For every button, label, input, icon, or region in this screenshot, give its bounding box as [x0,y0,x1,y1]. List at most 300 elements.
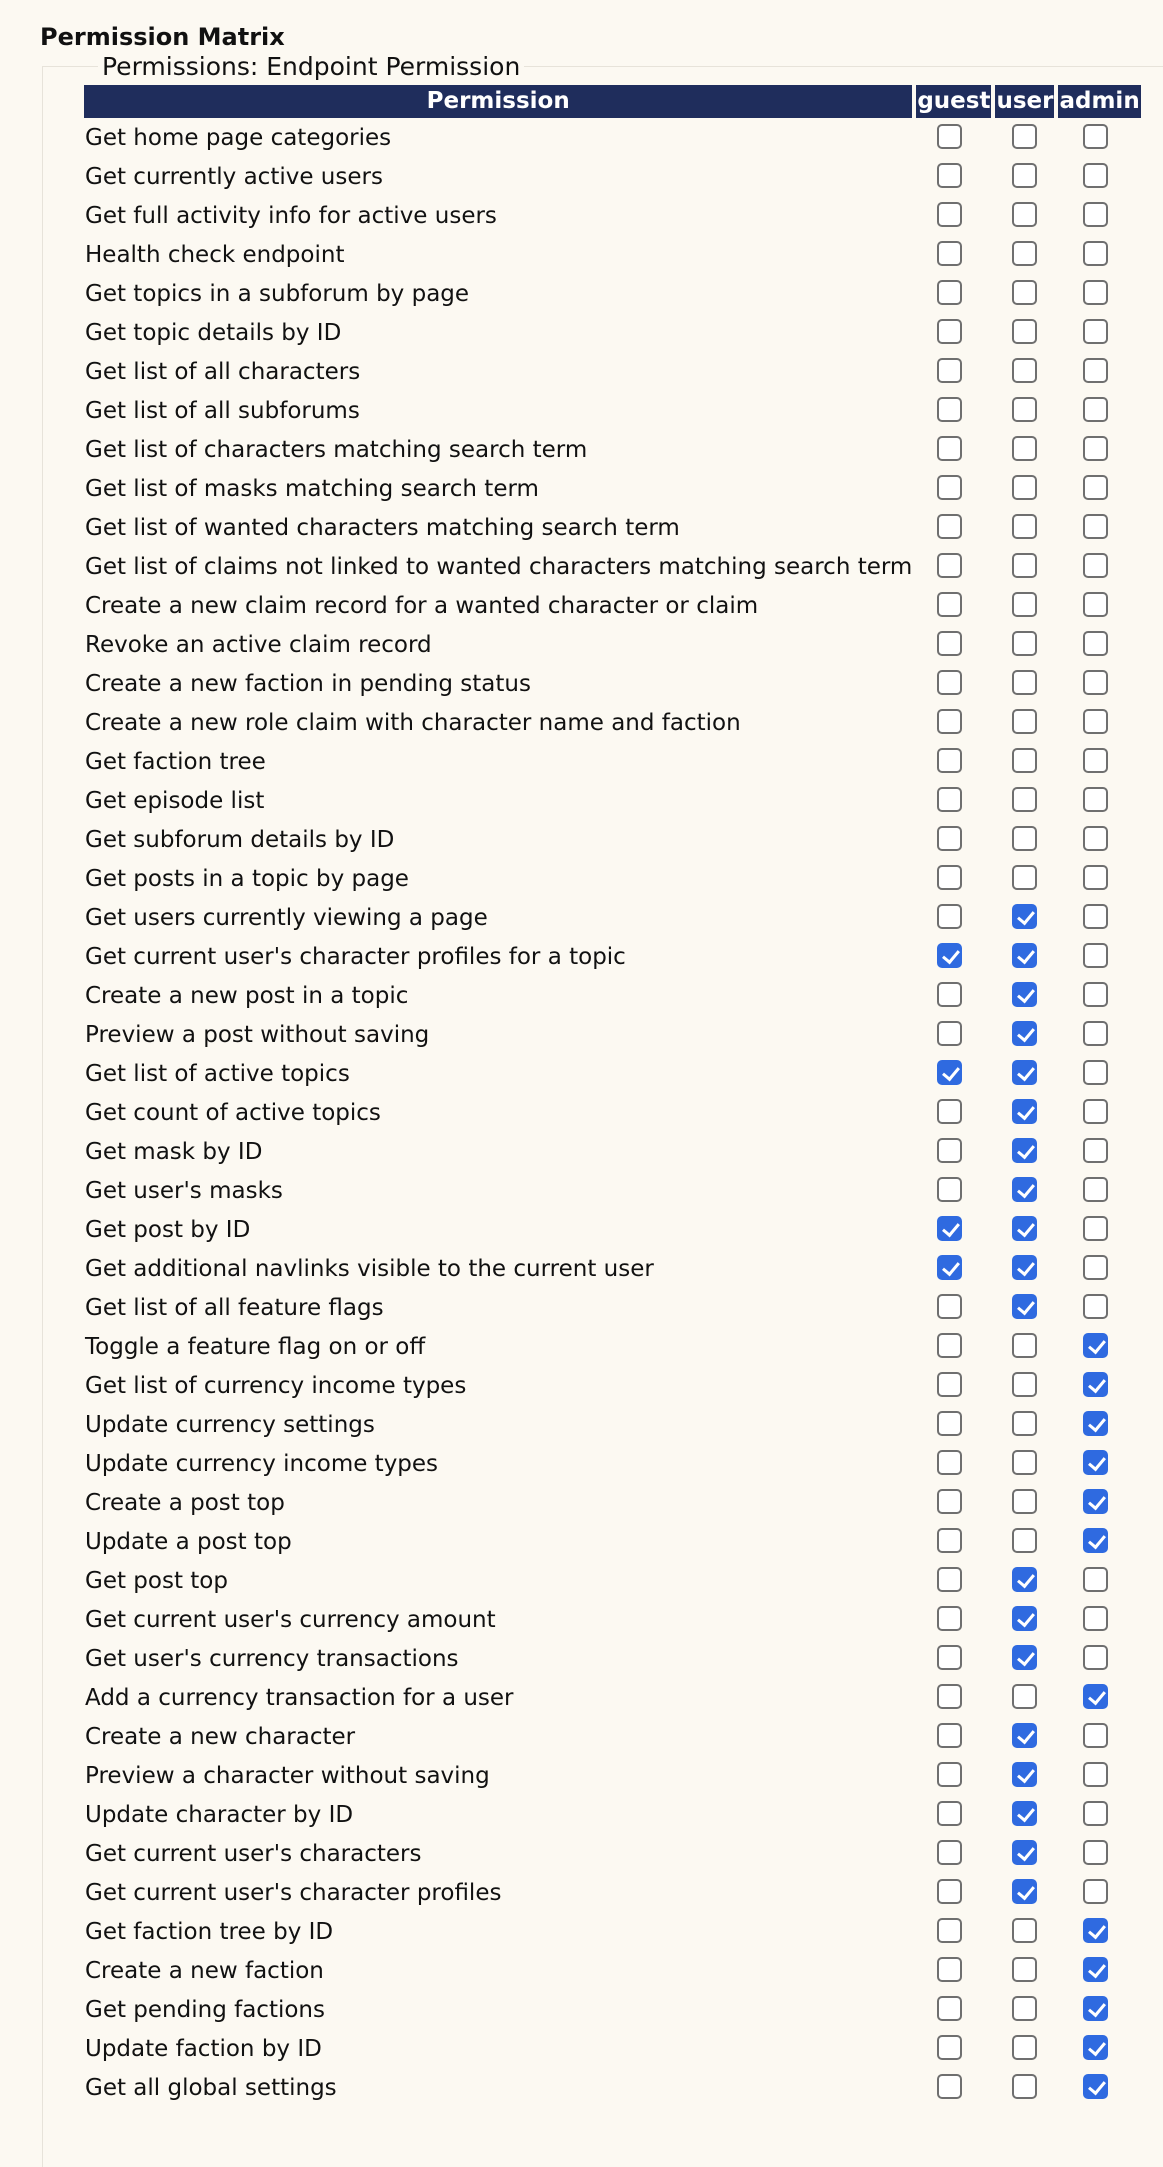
guest-permission-checkbox[interactable] [937,1450,962,1475]
permission-label: Get current user's character profiles [85,1879,502,1906]
admin-permission-cell [1058,274,1140,313]
admin-permission-cell [1058,781,1140,820]
user-permission-checkbox[interactable] [1012,1801,1037,1826]
admin-permission-checkbox[interactable] [1083,397,1108,422]
user-permission-checkbox[interactable] [1012,514,1037,539]
user-permission-checkbox[interactable] [1012,1099,1037,1124]
admin-permission-checkbox[interactable] [1083,319,1108,344]
permission-label: Toggle a feature flag on or off [85,1333,426,1360]
user-permission-checkbox[interactable] [1012,1294,1037,1319]
admin-permission-checkbox[interactable] [1083,787,1108,812]
guest-permission-cell [916,1054,991,1093]
admin-permission-checkbox[interactable] [1083,943,1108,968]
guest-permission-checkbox[interactable] [937,475,962,500]
table-row [84,547,1141,586]
admin-permission-checkbox[interactable] [1083,124,1108,149]
admin-permission-checkbox[interactable] [1083,1411,1108,1436]
permission-label: Get list of claims not linked to wanted characters matching search term [85,553,913,580]
table-row [84,1756,1141,1795]
permission-label: Get full activity info for active users [85,202,497,229]
guest-permission-cell [916,976,991,1015]
user-permission-checkbox[interactable] [1012,1879,1037,1904]
table-row [84,1015,1141,1054]
table-row [84,781,1141,820]
table-row [84,1405,1141,1444]
user-permission-cell [995,1054,1054,1093]
user-permission-checkbox[interactable] [1012,1333,1037,1358]
guest-permission-checkbox[interactable] [937,1255,962,1280]
guest-permission-cell [916,313,991,352]
guest-permission-checkbox[interactable] [937,1801,962,1826]
permission-label: Create a post top [85,1489,285,1516]
guest-permission-checkbox[interactable] [937,1177,962,1202]
user-permission-checkbox[interactable] [1012,748,1037,773]
user-permission-checkbox[interactable] [1012,1489,1037,1514]
admin-permission-checkbox[interactable] [1083,514,1108,539]
admin-permission-cell [1058,1912,1140,1951]
guest-permission-checkbox[interactable] [937,241,962,266]
guest-permission-checkbox[interactable] [937,865,962,890]
permission-label: Update character by ID [85,1801,354,1828]
admin-permission-checkbox[interactable] [1083,1060,1108,1085]
admin-permission-cell [1058,1561,1140,1600]
guest-permission-checkbox[interactable] [937,163,962,188]
table-row [84,859,1141,898]
admin-permission-checkbox[interactable] [1083,592,1108,617]
fieldset-legend: Permissions: Endpoint Permission [98,52,524,82]
guest-permission-checkbox[interactable] [937,1918,962,1943]
admin-permission-checkbox[interactable] [1083,202,1108,227]
user-permission-checkbox[interactable] [1012,1450,1037,1475]
permission-matrix-table [80,85,1145,2107]
user-permission-checkbox[interactable] [1012,436,1037,461]
admin-permission-cell [1058,1795,1140,1834]
admin-permission-cell [1058,976,1140,1015]
admin-permission-checkbox[interactable] [1083,1840,1108,1865]
admin-permission-cell [1058,820,1140,859]
admin-permission-checkbox[interactable] [1083,865,1108,890]
table-row [84,1483,1141,1522]
user-permission-checkbox[interactable] [1012,202,1037,227]
guest-permission-checkbox[interactable] [937,2074,962,2099]
user-permission-cell [995,391,1054,430]
guest-permission-checkbox[interactable] [937,436,962,461]
guest-permission-checkbox[interactable] [937,1294,962,1319]
guest-permission-cell [916,1873,991,1912]
admin-permission-checkbox[interactable] [1083,1996,1108,2021]
user-permission-checkbox[interactable] [1012,1021,1037,1046]
table-row [84,313,1141,352]
admin-permission-checkbox[interactable] [1083,2035,1108,2060]
guest-permission-checkbox[interactable] [937,709,962,734]
admin-permission-checkbox[interactable] [1083,280,1108,305]
guest-permission-checkbox[interactable] [937,1333,962,1358]
admin-permission-checkbox[interactable] [1083,1801,1108,1826]
guest-permission-cell [916,1093,991,1132]
user-permission-checkbox[interactable] [1012,1918,1037,1943]
guest-permission-checkbox[interactable] [937,904,962,929]
user-permission-checkbox[interactable] [1012,1762,1037,1787]
user-permission-cell [995,625,1054,664]
guest-permission-cell [916,547,991,586]
user-permission-cell [995,859,1054,898]
guest-permission-checkbox[interactable] [937,592,962,617]
admin-permission-cell [1058,1951,1140,1990]
guest-permission-cell [916,1210,991,1249]
table-row [84,586,1141,625]
admin-permission-cell [1058,1873,1140,1912]
permission-label: Add a currency transaction for a user [85,1684,514,1711]
admin-permission-checkbox[interactable] [1083,748,1108,773]
user-permission-checkbox[interactable] [1012,475,1037,500]
user-permission-cell [995,157,1054,196]
admin-permission-cell [1058,1405,1140,1444]
permission-label: Create a new faction [85,1957,324,1984]
guest-permission-checkbox[interactable] [937,1840,962,1865]
guest-permission-cell [916,196,991,235]
admin-permission-checkbox[interactable] [1083,1177,1108,1202]
guest-permission-checkbox[interactable] [937,319,962,344]
user-permission-cell [995,1756,1054,1795]
user-permission-checkbox[interactable] [1012,1216,1037,1241]
table-row [84,625,1141,664]
admin-permission-cell [1058,937,1140,976]
user-permission-cell [995,313,1054,352]
guest-permission-checkbox[interactable] [937,670,962,695]
admin-permission-cell [1058,547,1140,586]
column-header-permission: Permission [84,85,912,118]
guest-permission-checkbox[interactable] [937,1411,962,1436]
guest-permission-checkbox[interactable] [937,748,962,773]
user-permission-checkbox[interactable] [1012,280,1037,305]
guest-permission-cell [916,1951,991,1990]
table-row [84,703,1141,742]
permission-label: Get episode list [85,787,265,814]
permission-label: Update a post top [85,1528,292,1555]
table-row [84,742,1141,781]
guest-permission-cell [916,703,991,742]
user-permission-cell [995,1210,1054,1249]
guest-permission-checkbox[interactable] [937,1723,962,1748]
guest-permission-cell [916,469,991,508]
permission-label: Update currency income types [85,1450,439,1477]
guest-permission-cell [916,157,991,196]
admin-permission-checkbox[interactable] [1083,1450,1108,1475]
admin-permission-cell [1058,1834,1140,1873]
table-body [84,118,1141,2107]
guest-permission-cell [916,820,991,859]
guest-permission-cell [916,1366,991,1405]
user-permission-checkbox[interactable] [1012,670,1037,695]
guest-permission-checkbox[interactable] [937,2035,962,2060]
table-row [84,1249,1141,1288]
user-permission-cell [995,742,1054,781]
table-row [84,157,1141,196]
user-permission-cell [995,508,1054,547]
user-permission-checkbox[interactable] [1012,1060,1037,1085]
permission-label: Create a new post in a topic [85,982,409,1009]
user-permission-checkbox[interactable] [1012,904,1037,929]
admin-permission-checkbox[interactable] [1083,1489,1108,1514]
admin-permission-checkbox[interactable] [1083,1255,1108,1280]
user-permission-cell [995,1132,1054,1171]
permission-label: Get topics in a subforum by page [85,280,470,307]
guest-permission-checkbox[interactable] [937,1021,962,1046]
guest-permission-checkbox[interactable] [937,1489,962,1514]
user-permission-checkbox[interactable] [1012,1255,1037,1280]
user-permission-checkbox[interactable] [1012,1567,1037,1592]
admin-permission-cell [1058,430,1140,469]
user-permission-cell [995,1678,1054,1717]
table-row [84,976,1141,1015]
permission-label: Update currency settings [85,1411,375,1438]
guest-permission-checkbox[interactable] [937,1645,962,1670]
user-permission-cell [995,1951,1054,1990]
user-permission-cell [995,1990,1054,2029]
admin-permission-checkbox[interactable] [1083,1216,1108,1241]
user-permission-checkbox[interactable] [1012,1684,1037,1709]
user-permission-checkbox[interactable] [1012,1138,1037,1163]
user-permission-checkbox[interactable] [1012,943,1037,968]
user-permission-cell [995,1600,1054,1639]
admin-permission-checkbox[interactable] [1083,1957,1108,1982]
admin-permission-checkbox[interactable] [1083,1645,1108,1670]
permission-label: Get currently active users [85,163,383,190]
admin-permission-checkbox[interactable] [1083,358,1108,383]
user-permission-checkbox[interactable] [1012,631,1037,656]
guest-permission-cell [916,508,991,547]
guest-permission-cell [916,2068,991,2107]
admin-permission-checkbox[interactable] [1083,982,1108,1007]
guest-permission-checkbox[interactable] [937,358,962,383]
user-permission-checkbox[interactable] [1012,1528,1037,1553]
guest-permission-checkbox[interactable] [937,1099,962,1124]
admin-permission-cell [1058,2029,1140,2068]
guest-permission-checkbox[interactable] [937,943,962,968]
table-row [84,1366,1141,1405]
user-permission-checkbox[interactable] [1012,358,1037,383]
admin-permission-cell [1058,1678,1140,1717]
user-permission-checkbox[interactable] [1012,787,1037,812]
user-permission-checkbox[interactable] [1012,319,1037,344]
permission-label: Get list of active topics [85,1060,350,1087]
admin-permission-checkbox[interactable] [1083,826,1108,851]
guest-permission-cell [916,742,991,781]
guest-permission-cell [916,1834,991,1873]
permission-label: Get count of active topics [85,1099,381,1126]
table-row [84,1327,1141,1366]
page-title: Permission Matrix [40,23,285,51]
user-permission-cell [995,430,1054,469]
admin-permission-cell [1058,1717,1140,1756]
table-row [84,1132,1141,1171]
guest-permission-cell [916,391,991,430]
guest-permission-checkbox[interactable] [937,1138,962,1163]
guest-permission-cell [916,1288,991,1327]
table-row [84,391,1141,430]
table-row [84,469,1141,508]
table-row [84,820,1141,859]
guest-permission-checkbox[interactable] [937,826,962,851]
admin-permission-checkbox[interactable] [1083,1021,1108,1046]
guest-permission-checkbox[interactable] [937,553,962,578]
permission-label: Get post top [85,1567,228,1594]
table-row [84,664,1141,703]
admin-permission-checkbox[interactable] [1083,1099,1108,1124]
user-permission-checkbox[interactable] [1012,1996,1037,2021]
admin-permission-cell [1058,625,1140,664]
table-row [84,1717,1141,1756]
table-row [84,235,1141,274]
user-permission-checkbox[interactable] [1012,592,1037,617]
admin-permission-checkbox[interactable] [1083,904,1108,929]
user-permission-cell [995,1795,1054,1834]
guest-permission-cell [916,1912,991,1951]
permission-label: Get current user's character profiles for a topic [85,943,626,970]
user-permission-checkbox[interactable] [1012,709,1037,734]
permission-label: Get list of all feature flags [85,1294,384,1321]
guest-permission-checkbox[interactable] [937,1060,962,1085]
admin-permission-checkbox[interactable] [1083,670,1108,695]
user-permission-cell [995,235,1054,274]
permission-label: Get posts in a topic by page [85,865,409,892]
guest-permission-checkbox[interactable] [937,631,962,656]
admin-permission-checkbox[interactable] [1083,241,1108,266]
admin-permission-checkbox[interactable] [1083,436,1108,461]
guest-permission-cell [916,1717,991,1756]
admin-permission-checkbox[interactable] [1083,1684,1108,1709]
user-permission-cell [995,352,1054,391]
guest-permission-cell [916,937,991,976]
user-permission-checkbox[interactable] [1012,1411,1037,1436]
guest-permission-cell [916,2029,991,2068]
user-permission-checkbox[interactable] [1012,163,1037,188]
table-row [84,1210,1141,1249]
user-permission-checkbox[interactable] [1012,2074,1037,2099]
admin-permission-checkbox[interactable] [1083,631,1108,656]
guest-permission-checkbox[interactable] [937,1957,962,1982]
user-permission-checkbox[interactable] [1012,124,1037,149]
admin-permission-cell [1058,898,1140,937]
guest-permission-checkbox[interactable] [937,1762,962,1787]
admin-permission-checkbox[interactable] [1083,709,1108,734]
guest-permission-checkbox[interactable] [937,1216,962,1241]
column-header-guest: guest [916,85,991,118]
guest-permission-checkbox[interactable] [937,1996,962,2021]
guest-permission-cell [916,781,991,820]
admin-permission-checkbox[interactable] [1083,1528,1108,1553]
admin-permission-checkbox[interactable] [1083,1879,1108,1904]
admin-permission-checkbox[interactable] [1083,1606,1108,1631]
user-permission-cell [995,1834,1054,1873]
guest-permission-cell [916,1678,991,1717]
user-permission-checkbox[interactable] [1012,553,1037,578]
guest-permission-checkbox[interactable] [937,124,962,149]
admin-permission-cell [1058,1327,1140,1366]
admin-permission-cell [1058,1054,1140,1093]
user-permission-checkbox[interactable] [1012,1957,1037,1982]
permission-label: Revoke an active claim record [85,631,432,658]
permission-label: Create a new role claim with character name and faction [85,709,741,736]
user-permission-checkbox[interactable] [1012,397,1037,422]
table-row [84,1834,1141,1873]
guest-permission-cell [916,1249,991,1288]
admin-permission-checkbox[interactable] [1083,1723,1108,1748]
table-row [84,430,1141,469]
user-permission-checkbox[interactable] [1012,826,1037,851]
guest-permission-checkbox[interactable] [937,202,962,227]
user-permission-cell [995,703,1054,742]
permission-label: Create a new character [85,1723,356,1750]
user-permission-cell [995,274,1054,313]
guest-permission-checkbox[interactable] [937,1684,962,1709]
guest-permission-checkbox[interactable] [937,1528,962,1553]
user-permission-checkbox[interactable] [1012,1723,1037,1748]
guest-permission-checkbox[interactable] [937,280,962,305]
admin-permission-checkbox[interactable] [1083,553,1108,578]
user-permission-checkbox[interactable] [1012,1177,1037,1202]
user-permission-checkbox[interactable] [1012,1840,1037,1865]
permission-label: Get users currently viewing a page [85,904,488,931]
table-row [84,1288,1141,1327]
guest-permission-checkbox[interactable] [937,397,962,422]
admin-permission-cell [1058,1015,1140,1054]
user-permission-checkbox[interactable] [1012,1372,1037,1397]
table-row [84,508,1141,547]
admin-permission-checkbox[interactable] [1083,1372,1108,1397]
admin-permission-checkbox[interactable] [1083,2074,1108,2099]
user-permission-cell [995,1288,1054,1327]
admin-permission-checkbox[interactable] [1083,1567,1108,1592]
table-row [84,1795,1141,1834]
user-permission-cell [995,1717,1054,1756]
guest-permission-checkbox[interactable] [937,787,962,812]
guest-permission-cell [916,1522,991,1561]
admin-permission-checkbox[interactable] [1083,1294,1108,1319]
user-permission-checkbox[interactable] [1012,1606,1037,1631]
guest-permission-checkbox[interactable] [937,1879,962,1904]
user-permission-cell [995,664,1054,703]
user-permission-checkbox[interactable] [1012,241,1037,266]
permission-label: Get home page categories [85,124,392,151]
admin-permission-checkbox[interactable] [1083,1918,1108,1943]
guest-permission-checkbox[interactable] [937,1567,962,1592]
user-permission-checkbox[interactable] [1012,2035,1037,2060]
guest-permission-checkbox[interactable] [937,514,962,539]
user-permission-checkbox[interactable] [1012,982,1037,1007]
guest-permission-cell [916,1795,991,1834]
permission-label: Get pending factions [85,1996,325,2023]
permission-label: Get list of characters matching search term [85,436,588,463]
admin-permission-checkbox[interactable] [1083,163,1108,188]
user-permission-cell [995,1444,1054,1483]
admin-permission-checkbox[interactable] [1083,1138,1108,1163]
guest-permission-cell [916,274,991,313]
admin-permission-cell [1058,313,1140,352]
guest-permission-checkbox[interactable] [937,982,962,1007]
user-permission-checkbox[interactable] [1012,865,1037,890]
guest-permission-checkbox[interactable] [937,1372,962,1397]
admin-permission-checkbox[interactable] [1083,1333,1108,1358]
admin-permission-checkbox[interactable] [1083,475,1108,500]
user-permission-checkbox[interactable] [1012,1645,1037,1670]
guest-permission-checkbox[interactable] [937,1606,962,1631]
column-header-admin: admin [1058,85,1140,118]
admin-permission-cell [1058,1483,1140,1522]
guest-permission-cell [916,1600,991,1639]
admin-permission-checkbox[interactable] [1083,1762,1108,1787]
admin-permission-cell [1058,742,1140,781]
